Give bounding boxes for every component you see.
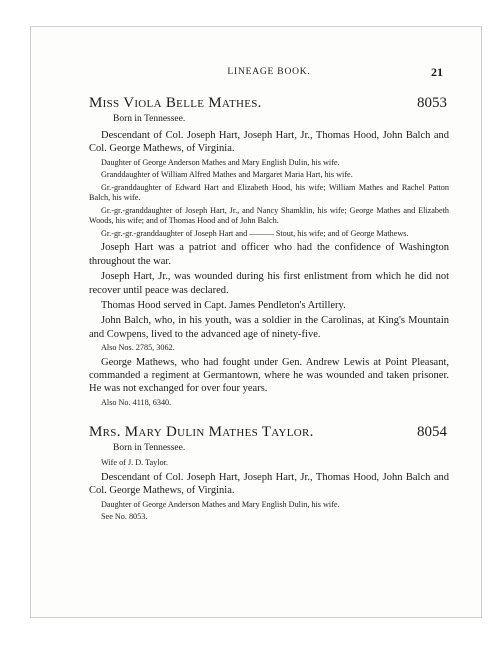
member-number: 8053 <box>417 95 447 111</box>
document-page <box>30 26 482 618</box>
see-reference: See No. 8053. <box>101 512 148 522</box>
descendant-line: Descendant of Col. Joseph Hart, Joseph Hart, Jr., Thomas Hood, John Balch and Col. George Mathews, of Virginia. <box>89 130 449 155</box>
birthplace: Born in Tennessee. <box>113 443 186 454</box>
descendant-line: Descendant of Col. Joseph Hart, Joseph Hart, Jr., Thomas Hood, John Balch and Col. George Mathews, of Virginia. <box>89 471 449 497</box>
narrative-paragraph: John Balch, who, in his youth, was a soldier in the Carolinas, at King's Mountain and Cowpens, lived to the advanced age of ninety-five. <box>89 315 449 340</box>
narrative-paragraph: Thomas Hood served in Capt. James Pendleton's Artillery. <box>101 299 346 311</box>
narrative-paragraph: George Mathews, who had fought under Gen. Andrew Lewis at Point Pleasant, commanded a regiment at Germantown, where he was wounded and taken prisoner. He was not exchanged for over four years. <box>89 356 449 395</box>
lineage-line: Gr.-granddaughter of Edward Hart and Elizabeth Hood, his wife; William Mathes and Rachel Patton Balch, his wife. <box>89 182 449 203</box>
page-content <box>89 27 449 523</box>
entry-heading <box>89 95 449 111</box>
lineage-line: Daughter of George Anderson Mathes and Mary English Dulin, his wife. <box>101 499 340 509</box>
page-number: 21 <box>431 65 443 79</box>
birthplace: Born in Tennessee. <box>113 114 186 124</box>
member-name: Mrs. Mary Dulin Mathes Taylor. <box>89 424 314 441</box>
page-header <box>89 63 449 83</box>
narrative-paragraph: Joseph Hart was a patriot and officer who had the confidence of Washington throughout the war. <box>89 242 449 267</box>
also-numbers: Also Nos. 2785, 3062. <box>101 343 175 353</box>
lineage-line: Granddaughter of William Alfred Mathes and Margaret Maria Hart, his wife. <box>101 170 353 180</box>
lineage-line: Gr.-gr.-gr.-granddaughter of Joseph Hart and ——— Stout, his wife; and of George Mathews. <box>101 228 409 238</box>
lineage-line: Gr.-gr.-granddaughter of Joseph Hart, Jr., and Nancy Shamklin, his wife; George Mathes and Elizabeth Woods, his wife; and of Thomas Hood and of John Balch. <box>89 205 449 226</box>
also-numbers: Also No. 4118, 6340. <box>101 397 172 407</box>
wife-of-line: Wife of J. D. Taylor. <box>101 458 168 468</box>
lineage-line: Daughter of George Anderson Mathes and Mary English Dulin, his wife. <box>101 157 340 167</box>
member-name: Miss Viola Belle Mathes. <box>89 95 262 111</box>
entry-heading <box>89 424 449 440</box>
narrative-paragraph: Joseph Hart, Jr., was wounded during his first enlistment from which he did not recover until peace was declared. <box>89 271 449 296</box>
entry-8054 <box>89 424 449 522</box>
member-number: 8054 <box>417 424 447 441</box>
entry-8053 <box>89 95 449 408</box>
running-title: LINEAGE BOOK. <box>227 67 311 77</box>
